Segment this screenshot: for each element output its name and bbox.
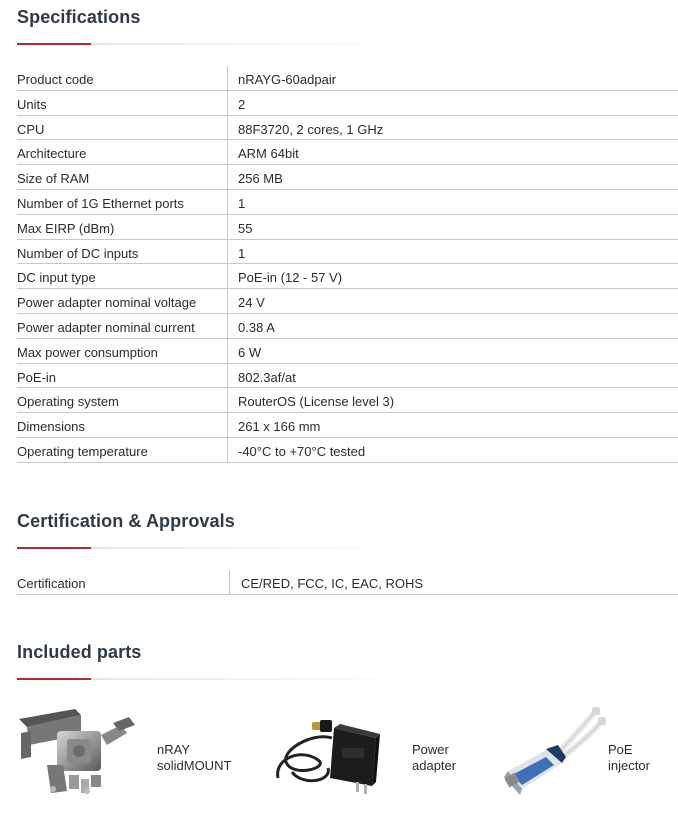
- spec-value: 2: [238, 96, 246, 112]
- part-label-line: Power: [412, 742, 449, 757]
- spec-row-units: [17, 91, 678, 116]
- specifications-table: [17, 66, 678, 463]
- spec-label: Number of DC inputs: [17, 240, 228, 264]
- power-adapter-icon: [272, 708, 394, 794]
- spec-label: DC input type: [17, 264, 228, 288]
- spec-label: Max EIRP (dBm): [17, 215, 228, 239]
- spec-value: 24 V: [238, 295, 265, 311]
- part-label-line: nRAY: [157, 742, 190, 757]
- spec-value: 1: [238, 195, 246, 211]
- part-poe-injector-label: [608, 742, 650, 774]
- spec-row-adapter-voltage: [17, 289, 678, 314]
- spec-label: Dimensions: [17, 413, 228, 437]
- spec-label: Number of 1G Ethernet ports: [17, 190, 228, 214]
- spec-value: 261 x 166 mm: [238, 419, 321, 435]
- spec-row-ethernet-ports: [17, 190, 678, 215]
- spec-value: 6 W: [238, 344, 262, 360]
- part-power-adapter-label: [412, 742, 456, 774]
- part-mount-image: [17, 705, 139, 797]
- included-parts-title: Included parts: [17, 642, 142, 662]
- part-label-line: solidMOUNT: [157, 758, 232, 773]
- part-label-line: adapter: [412, 758, 457, 773]
- part-poe-injector-image: [500, 705, 606, 797]
- spec-value: 802.3af/at: [238, 369, 296, 385]
- spec-label: PoE-in: [17, 364, 228, 388]
- spec-value: 256 MB: [238, 171, 283, 187]
- spec-row-poe-in: [17, 364, 678, 389]
- spec-row-ram: [17, 165, 678, 190]
- spec-value: ARM 64bit: [238, 146, 299, 162]
- spec-value: nRAYG-60adpair: [238, 72, 337, 87]
- specifications-title: Specifications: [17, 7, 141, 27]
- spec-label: CPU: [17, 116, 228, 140]
- spec-row-dc-input-type: [17, 264, 678, 289]
- spec-value: PoE-in (12 - 57 V): [238, 270, 343, 286]
- included-parts-title-underline: [17, 678, 407, 680]
- spec-value: 1: [238, 245, 246, 261]
- cert-row-certification: [17, 570, 678, 595]
- spec-label: Operating temperature: [17, 438, 228, 462]
- part-label-line: injector: [608, 758, 650, 773]
- cert-label: Certification: [17, 570, 230, 594]
- spec-row-cpu: [17, 116, 678, 141]
- part-power-adapter-image: [272, 708, 394, 794]
- spec-label: Size of RAM: [17, 165, 228, 189]
- certification-table: [17, 570, 678, 595]
- spec-value: -40°C to +70°C tested: [238, 443, 366, 459]
- certification-title: Certification & Approvals: [17, 511, 235, 531]
- poe-injector-icon: [500, 705, 606, 797]
- cert-value: CE/RED, FCC, IC, EAC, ROHS: [241, 576, 424, 591]
- spec-row-product-code: [17, 66, 678, 91]
- spec-row-architecture: [17, 140, 678, 165]
- spec-label: Operating system: [17, 388, 228, 412]
- mount-icon: [17, 705, 139, 797]
- spec-row-max-power: [17, 339, 678, 364]
- part-mount-label: [157, 742, 231, 774]
- spec-label: Product code: [17, 66, 228, 90]
- spec-label: Power adapter nominal voltage: [17, 289, 228, 313]
- certification-title-underline: [17, 547, 407, 549]
- part-label-line: PoE: [608, 742, 633, 757]
- spec-label: Max power consumption: [17, 339, 228, 363]
- spec-label: Power adapter nominal current: [17, 314, 228, 338]
- spec-label: Architecture: [17, 140, 228, 164]
- spec-value: RouterOS (License level 3): [238, 394, 395, 410]
- spec-row-operating-system: [17, 388, 678, 413]
- spec-row-dimensions: [17, 413, 678, 438]
- spec-label: Units: [17, 91, 228, 115]
- spec-value: 55: [238, 220, 253, 236]
- spec-row-dc-inputs: [17, 240, 678, 265]
- spec-value: 0.38 A: [238, 319, 275, 335]
- spec-row-adapter-current: [17, 314, 678, 339]
- spec-row-max-eirp: [17, 215, 678, 240]
- specifications-title-underline: [17, 43, 407, 45]
- spec-value: 88F3720, 2 cores, 1 GHz: [238, 121, 384, 137]
- spec-row-operating-temperature: [17, 438, 678, 463]
